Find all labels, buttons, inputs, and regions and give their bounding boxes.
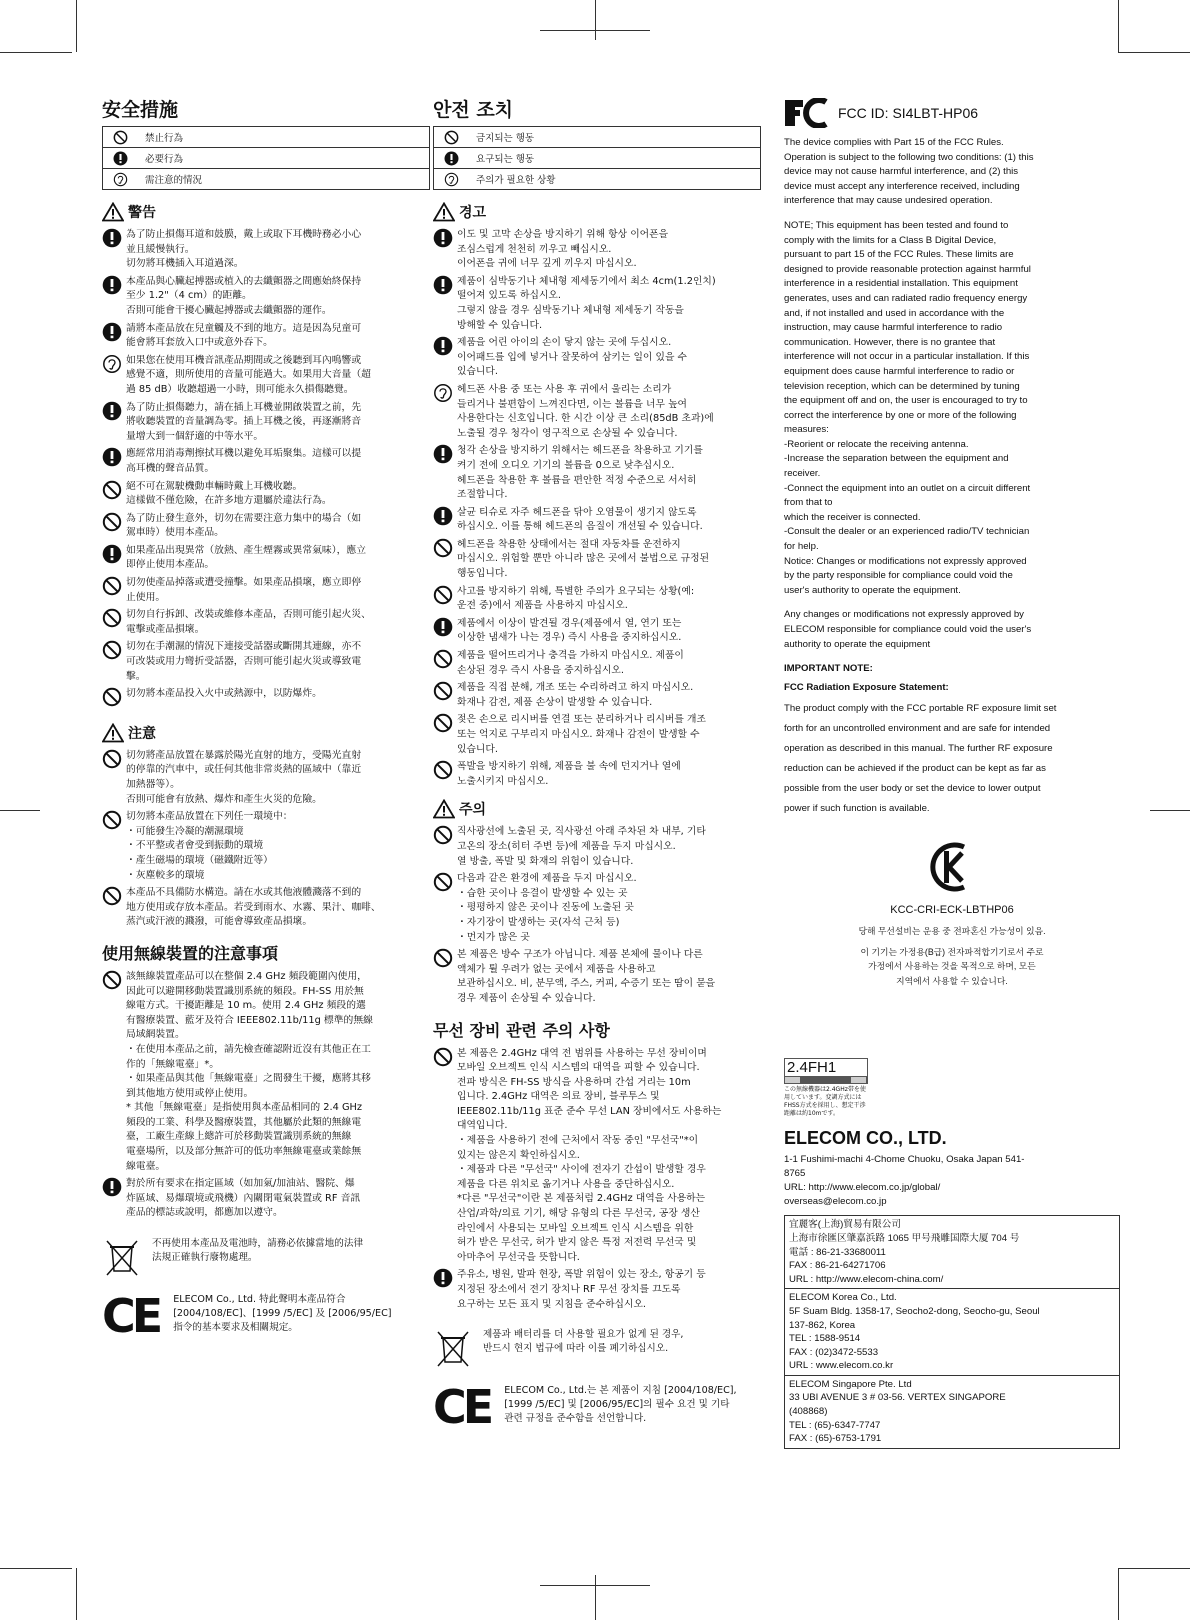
mandatory-icon [444,151,459,166]
item-icon-cell [102,886,126,912]
zh-warning-heading [102,202,430,222]
item-icon-cell [102,322,126,348]
item-text: 폭발을 방지하기 위해, 제품을 불 속에 던지거나 열에 노출시키지 마십시오. [457,761,681,787]
item-icon-cell [102,480,126,506]
list-item [102,749,430,807]
crop-mark [1118,1568,1119,1620]
prohibited-icon [102,749,122,769]
legend-icon-cell [103,130,137,145]
list-item [433,444,761,502]
item-icon-cell [102,970,126,996]
item-icon-cell [102,576,126,602]
list-item [102,687,430,713]
mandatory-icon [433,228,453,248]
prohibited-icon [102,687,122,707]
important-note: IMPORTANT NOTE: [784,663,873,675]
list-item [102,354,430,398]
list-item [102,640,430,684]
zh-warning-title: 警告 [128,205,156,221]
legend-row [434,127,760,148]
item-text: 본 제품은 방수 구조가 아닙니다. 제품 본체에 물이나 다른 액체가 튈 우려가 없는 곳에서 제품을 사용하고 보관하십시오. 비, 분무액, 주스, 커피, 수증기 또는 땀이 묻을 경우 제품이 손상될 수 있습니다. [457,949,716,1004]
legend-row [434,148,760,169]
rf-exposure-title: FCC Radiation Exposure Statement: [784,681,949,693]
fcc-compliance-text: The device complies with Part 15 of the FCC Rules. Operation is subject to the following two conditions: (1) this device may not cause harmful interference, and (2) this device must accept any interference received, including interference that may cause undesired operation. [784,137,1034,207]
item-text: 對於所有要求在指定區域（如加氣/加油站、醫院、爆 炸區域、易爆環境或飛機）內關閉電氣裝置或 RF 音訊 產品的標誌或說明，都應加以遵守。 [126,1178,361,1219]
item-text: 如果產品出現異常（放熱、產生煙霧或異常氣味），應立 即停止使用本產品。 [126,544,367,571]
prohibited-icon [102,480,122,500]
list-item [433,649,761,678]
item-icon-cell [433,383,457,409]
legend-row [103,148,429,169]
mandatory-icon [102,544,122,564]
item-text: 切勿在手潮濕的情況下連接受話器或斷開其連線，亦不 可改裝或用力彎折受話器，否則可能引起火災或導致電 擊。 [126,641,362,682]
item-icon-cell [102,687,126,713]
caution-ear-icon [444,172,459,187]
legend-icon-cell [434,151,468,166]
list-item [433,336,761,380]
item-icon-cell [433,1268,457,1294]
legend-icon-cell [434,130,468,145]
zh-ce-text: ELECOM Co., Ltd. 特此聲明本產品符合 [2004/108/EC]、[1999 /5/EC] 及 [2006/95/EC] 指令的基本要求及相關規定。 [173,1294,392,1334]
list-item [102,275,430,319]
offices-box [784,1215,1120,1449]
prohibited-icon [102,608,122,628]
list-item [102,576,430,605]
item-icon-cell [102,1177,126,1203]
item-icon-cell [102,275,126,301]
legend-icon-cell [434,172,468,187]
list-item [433,713,761,757]
item-text: 本產品不具備防水構造。請在水或其他液體濺落不到的 地方使用或存放本產品。若受到雨水、水霧、果汁、咖啡、 蒸汽或汗液的濺潑，可能會導致產品損壞。 [126,887,381,928]
item-text: 살균 티슈로 자주 헤드폰을 닦아 오염물이 생기지 않도록 하십시오. 이를 통해 헤드폰의 음질이 개선될 수 있습니다. [457,506,703,533]
item-text: 헤드폰을 착용한 상태에서는 절대 자동차를 운전하지 마십시오. 위험할 뿐만 아니라 많은 곳에서 불법으로 규정된 행동입니다. [457,538,710,580]
prohibited-icon [433,948,453,968]
item-icon-cell [433,713,457,739]
frequency-label-box [784,1058,868,1084]
legend-label: 주의가 필요한 상황 [476,175,556,186]
list-item [433,948,761,1006]
column-chinese [102,98,430,1344]
ko-ce-text: ELECOM Co., Ltd.는 본 제품이 지침 [2004/108/EC], [1999 /5/EC] 및 [2006/95/EC]의 필수 요건 및 기타 관련 규정을 준수함을 선언합니다. [504,1385,737,1425]
item-icon-cell [102,810,126,836]
list-item [102,480,430,509]
item-icon-cell [433,444,457,470]
prohibited-icon [102,576,122,596]
list-item [102,608,430,637]
prohibited-icon [102,970,122,990]
mandatory-icon [102,275,122,295]
mandatory-icon [433,336,453,356]
item-text: 제품이 심박동기나 체내형 제세동기에서 최소 4cm(1.2인치) 떨어져 있도록 하십시오. 그렇지 않을 경우 심박동기나 체내형 제세동기 작동을 방해할 수 있습니다. [457,275,716,331]
legend-row [103,127,429,148]
item-icon-cell [433,872,457,898]
crop-mark [1118,52,1190,53]
item-text: 該無線裝置產品可以在整個 2.4 GHz 頻段範圍內使用， 因此可以避開移動裝置識別系統的頻段。FH-SS 用於無 線電方式。干擾距離是 10 m。使用 2.4 GHz 頻段的選 有醫療裝置、藍牙及符合 IEEE802.11b/11g 標準的無線 局域網裝置。 ・在使用本產品之前，請先檢查確認附近沒有其他正在工 作的「無線電臺」*。 ・如果產品與其他「無線電臺」之間發生干擾，應將其移 到其他地方使用或停止使用。 * 其他「無線電臺」是指使用與本產品相同的 2.4 GHz 頻段的工業、科學及醫療裝置，其他屬於此類的無線電 臺，工廠生產線上總許可於移動裝置識別系統的無線 電臺場所，以及部分無許可的低功率無線電臺或業餘無 線電臺。 [126,970,373,1172]
zh-caution-heading [102,723,430,743]
list-item [102,228,430,272]
legend-row [434,169,760,189]
caution-triangle-icon [433,799,455,819]
zh-wireless-list [102,970,430,1221]
item-text: 제품을 직접 분해, 개조 또는 수리하려고 하지 마십시오. 화재나 감전, 제품 손상이 발생할 수 있습니다. [457,682,694,708]
crop-mark [0,810,40,811]
mandatory-icon [102,1177,122,1197]
item-icon-cell [433,1047,457,1073]
mandatory-icon [433,444,453,464]
prohibited-icon [433,872,453,892]
ko-warning-title: 경고 [459,205,487,221]
item-text: 본 제품은 2.4GHz 대역 전 범위를 사용하는 무선 장비이며 모바일 오브젝트 인식 시스템의 대역을 피할 수 있습니다. 전파 방식은 FH-SS 방식을 사용하며 간섭 거리는 10m 입니다. 2.4GHz 대역은 의료 장비, 블루투스 및 IEEE802.11b/11g 표준 준수 무선 LAN 장비에서도 사용하는 대역입니다. ・제품을 사용하기 전에 근처에서 작동 중인 "무선국"*이 있지는 않은지 확인하십시오. ・제품과 다른 "무선국" 사이에 전자기 간섭이 발생할 경우 제품을 다른 위치로 옮기거나 사용을 중단하십시오. *다른 "무선국"이란 본 제품처럼 2.4GHz 대역을 사용하는 산업/과학/의료 기기, 해당 유형의 다른 무선국, 공장 생산 라인에서 사용되는 모바일 오브젝트 인식 시스템을 위한 허가 받은 무선국, 허가 받지 않은 특정 저전력 무선국 및 아마추어 무선국을 뜻합니다. [457,1047,722,1263]
ko-disposal [433,1328,761,1368]
item-icon-cell [102,228,126,254]
kc-mark [784,839,1120,895]
item-icon-cell [433,948,457,974]
item-text: 切勿將本產品投入火中或熱源中，以防爆炸。 [126,688,322,700]
item-icon-cell [433,649,457,675]
warning-triangle-icon [102,202,124,222]
zh-title: 安全措施 [102,99,179,121]
frequency-note: この無線機器は2.4GHz帯を使用しています。変調方式にはFHSS方式を採用し、想定干渉距離は約10mです。 [784,1086,866,1118]
list-item [102,886,430,930]
zh-wireless-title: 使用無線裝置的注意事項 [102,943,279,963]
list-item [433,585,761,614]
crop-mark [0,1568,72,1569]
item-text: 切勿將產品放置在暴露於陽光直射的地方，受陽光直射 的停靠的汽車中，或任何其他非常炎熱的區域中（靠近 加熱器等）。 否則可能會有放熱、爆炸和產生火災的危險。 [126,749,362,805]
ko-caution-title: 주의 [459,802,487,819]
weee-bin-icon [102,1237,142,1277]
list-item [102,322,430,351]
crop-mark [595,0,596,40]
company-name: ELECOM CO., LTD. [784,1128,947,1149]
crop-mark [1150,810,1190,811]
mandatory-icon [113,151,128,166]
list-item [102,401,430,445]
ko-ce-declaration [433,1380,761,1435]
item-icon-cell [433,760,457,786]
fcc-changes-text: Any changes or modifications not expressly approved by ELECOM responsible for compliance could void the user's authority to operate the equipment [784,609,1032,650]
mandatory-icon [433,617,453,637]
zh-disposal [102,1237,430,1277]
item-icon-cell [433,228,457,254]
legend-row [103,169,429,189]
item-icon-cell [433,506,457,532]
item-text: 切勿使產品掉落或遭受撞擊。如果產品損壞，應立即停 止使用。 [126,577,362,603]
zh-legend [102,126,430,190]
list-item [433,506,761,535]
zh-ce-declaration [102,1289,430,1344]
crop-mark [540,30,650,31]
prohibited-icon [102,886,122,906]
mandatory-icon [102,228,122,248]
prohibited-icon [433,585,453,605]
legend-icon-cell [103,151,137,166]
zh-caution-list [102,749,430,930]
item-text: 絕不可在駕駛機動車輛時戴上耳機收聽。 這樣做不僅危險，在許多地方還屬於違法行為。 [126,480,332,507]
legend-label: 금지되는 행동 [476,133,535,144]
list-item [102,1177,430,1221]
kc-notice-1: 당해 무선설비는 운용 중 전파혼신 가능성이 있음. [858,925,1046,936]
warning-triangle-icon [433,202,455,222]
prohibited-icon [444,130,459,145]
ce-mark-icon: CE [102,1289,160,1344]
list-item [433,383,761,441]
item-icon-cell [102,447,126,473]
mandatory-icon [102,322,122,342]
fcc-logo-icon [784,98,828,128]
item-text: 為了防止損傷聽力，請在插上耳機並開啟裝置之前，先 將收聽裝置的音量調為零。插上耳機之後，再逐漸將音 量增大到一個舒適的中等水平。 [126,401,362,442]
mandatory-icon [102,401,122,421]
item-icon-cell [433,681,457,707]
list-item [102,447,430,476]
item-icon-cell [433,275,457,301]
caution-ear-icon [433,383,453,403]
crop-mark [1118,0,1119,52]
prohibited-icon [433,681,453,701]
crop-mark [76,1568,77,1620]
weee-bin-icon [433,1328,473,1368]
mandatory-icon [433,506,453,526]
crop-mark [0,52,72,53]
legend-label: 需注意的情況 [145,175,203,186]
item-text: 請將本產品放在兒童觸及不到的地方。這是因為兒童可 能會將耳套放入口中或意外吞下。 [126,322,362,349]
list-item [102,970,430,1174]
prohibited-icon [433,538,453,558]
list-item [102,810,430,883]
legend-label: 요구되는 행동 [476,154,535,165]
item-text: 직사광선에 노출된 곳, 직사광선 아래 주차된 차 내부, 기타 고온의 장소(히터 주변 등)에 제품을 두지 마십시오. 열 방출, 폭발 및 화재의 위험이 있습니다. [457,826,706,867]
item-icon-cell [433,336,457,362]
frequency-label: 2.4FH1 [787,1059,837,1077]
prohibited-icon [433,760,453,780]
list-item [433,275,761,333]
item-icon-cell [433,617,457,643]
legend-label: 必要行為 [145,154,184,165]
prohibited-icon [113,130,128,145]
crop-mark [76,0,77,52]
list-item [433,872,761,945]
company-address: 1-1 Fushimi-machi 4-Chome Chuoku, Osaka Japan 541- 8765 URL: http://www.elecom.co.jp/global/ overseas@elecom.co.jp [784,1154,1025,1208]
zh-caution-title: 注意 [128,725,156,742]
item-icon-cell [102,544,126,570]
item-icon-cell [102,401,126,427]
list-item [433,760,761,789]
prohibited-icon [433,1047,453,1067]
mandatory-icon [433,275,453,295]
column-english [784,98,1120,1449]
prohibited-icon [102,640,122,660]
kc-notice-2: 이 기기는 가정용(B급) 전자파적합기기로서 주로 가정에서 사용하는 것을 목적으로 하며, 모든 지역에서 사용할 수 있습니다. [860,946,1044,986]
list-item [433,617,761,646]
item-icon-cell [102,608,126,634]
office-korea: ELECOM Korea Co., Ltd. 5F Suam Bldg. 1358-17, Seocho2-dong, Seocho-gu, Seoul 137-862, Korea TEL : 1588-9514 FAX : (02)3472-5533 URL : www.elecom.co.kr [785,1289,1119,1376]
item-text: 切勿將本產品放置在下列任一環境中： ・可能發生冷凝的潮濕環境 ・不平整或者會受到振動的環境 ・產生磁場的環境（磁鐵附近等） ・灰塵較多的環境 [126,811,293,881]
item-text: 本產品與心臟起搏器或植入的去纖顫器之間應始終保持 至少 1.2"（4 cm）的距離。 否則可能會干擾心臟起搏器或去纖顫器的運作。 [126,275,362,316]
mandatory-icon [433,1268,453,1288]
item-text: 제품에서 이상이 발견될 경우(제품에서 열, 연기 또는 이상한 냄새가 나는 경우) 즉시 사용을 중지하십시오. [457,617,682,644]
item-text: 為了防止損傷耳道和鼓膜，戴上或取下耳機時務必小心 並且緩慢執行。 切勿將耳機插入耳道過深。 [126,229,362,270]
kc-logo-icon [924,839,980,895]
prohibited-icon [433,825,453,845]
zh-disposal-text: 不再使用本產品及電池時，請務必依據當地的法律 法規正確執行廢物處理。 [152,1238,364,1264]
ce-mark-icon: CE [433,1380,491,1435]
rf-exposure-text: The product comply with the FCC portable RF exposure limit set forth for an uncontrolled environment and are safe for intended operation as described in this manual. The further RF exposure reduction can be achieved if the product can be kept as far as possible from the user body or set the device to lower output power if such function is available. [784,703,1057,815]
item-icon-cell [102,640,126,666]
kc-code: KCC-CRI-ECK-LBTHP06 [890,904,1014,917]
ko-wireless-list [433,1047,761,1313]
item-text: 제품을 어린 아이의 손이 닿지 않는 곳에 두십시오. 이어패드를 입에 넣거나 잘못하여 삼키는 일이 있을 수 있습니다. [457,337,688,378]
item-text: 다음과 같은 환경에 제품을 두지 마십시오. ・습한 곳이나 응결이 발생할 수 있는 곳 ・평평하지 않은 곳이나 진동에 노출된 곳 ・자기장이 발생하는 곳(자석 근처 등) ・먼지가 많은 곳 [457,873,637,943]
list-item [102,512,430,541]
prohibited-icon [102,512,122,532]
item-text: 如果您在使用耳機音訊產品期間或之後聽到耳內鳴響或 感覺不適，則所使用的音量可能過大。如果用大音量（超 過 85 dB）收聽超過一小時，則可能永久損傷聽覺。 [126,354,371,395]
item-icon-cell [433,538,457,564]
item-icon-cell [102,354,126,380]
item-text: 젖은 손으로 리시버를 연결 또는 분리하거나 리시버를 개조 또는 억지로 구부리지 마십시오. 화재나 감전이 발생할 수 있습니다. [457,714,706,755]
item-text: 청각 손상을 방지하기 위해서는 헤드폰을 착용하고 기기를 켜기 전에 오디오 기기의 볼륨을 0으로 낮추십시오. 헤드폰을 착용한 후 볼륨을 편안한 적정 수준으로 서서히 조절합니다. [457,445,703,501]
mandatory-icon [102,447,122,467]
item-text: 이도 및 고막 손상을 방지하기 위해 항상 이어폰을 조심스럽게 천천히 끼우고 빼십시오. 이어폰을 귀에 너무 깊게 끼우지 마십시오. [457,229,669,270]
fcc-note-text: NOTE; This equipment has been tested and found to comply with the limits for a Class B Digital Device, pursuant to part 15 of the FCC Rules. These limits are designed to provide reasonable protection against harmful interference in a residential installation. This equipment generates, uses and can radiated radio frequency energy and, if not installed and used in accordance with the instruction, may cause harmful interference to radio communication. However, there is no grantee that interference will not occur in a particular installation. If this equipment does cause harmful interference to radio or television reception, which can be determined by tuning the equipment off and on, the user is encouraged to try to correct the interference by one or more of the following measures: -Reorient or relocate the receiving antenna. -Increase the separation between the equipment and receiver. -Connect the equipment into an outlet on a circuit different from that to which the receiver is connected. -Consult the dealer or an experienced radio/TV technician for help. Notice: Changes or modifications not expressly approved by the party responsible for compliance could void the user's authority to operate the equipment. [784,219,1031,596]
item-icon-cell [433,585,457,611]
list-item [433,1268,761,1312]
item-text: 應經常用消毒劑擦拭耳機以避免耳垢聚集。這樣可以提 高耳機的聲音品質。 [126,448,362,474]
list-item [433,538,761,582]
fcc-header [784,98,1120,128]
caution-triangle-icon [102,723,124,743]
item-text: 切勿自行拆卸、改裝或維修本產品，否則可能引起火災、 電擊或產品損壞。 [126,609,371,635]
ko-warning-list [433,228,761,789]
item-text: 주유소, 병원, 발파 현장, 폭발 위험이 있는 장소, 항공기 등 지정된 장소에서 전기 장치나 RF 무선 장치를 끄도록 요구하는 모든 표지 및 지침을 준수하십시오. [457,1269,706,1310]
legend-label: 禁止行為 [145,133,184,144]
list-item [433,228,761,272]
legend-icon-cell [103,172,137,187]
ko-title: 안전 조치 [433,99,514,121]
item-text: 헤드폰 사용 중 또는 사용 후 귀에서 울리는 소리가 들리거나 불편함이 느껴진다면, 이는 볼륨을 너무 높여 사용한다는 신호입니다. 한 시간 이상 큰 소리(85dB 초과)에 노출될 경우 청각이 영구적으로 손상될 수 있습니다. [457,383,714,439]
fcc-id: FCC ID: SI4LBT-HP06 [838,105,979,121]
item-text: 제품을 떨어뜨리거나 충격을 가하지 마십시오. 제품이 손상된 경우 즉시 사용을 중지하십시오. [457,650,684,676]
item-icon-cell [102,512,126,538]
ko-disposal-text: 제품과 배터리를 더 사용할 필요가 없게 된 경우, 반드시 현지 법규에 따라 이를 폐기하십시오. [483,1329,684,1355]
caution-ear-icon [113,172,128,187]
crop-mark [595,1575,596,1620]
ko-caution-list [433,825,761,1006]
prohibited-icon [433,713,453,733]
ko-warning-heading [433,202,761,222]
zh-warning-list [102,228,430,713]
item-icon-cell [102,749,126,775]
column-korean [433,98,761,1435]
list-item [433,681,761,710]
item-text: 사고를 방지하기 위해, 특별한 주의가 요구되는 상황(예: 운전 중)에서 제품을 사용하지 마십시오. [457,585,695,612]
prohibited-icon [433,649,453,669]
list-item [433,1047,761,1266]
ko-wireless-title: 무선 장비 관련 주의 사항 [433,1020,610,1040]
item-icon-cell [433,825,457,851]
item-text: 為了防止發生意外，切勿在需要注意力集中的場合（如 駕車時）使用本產品。 [126,512,362,539]
crop-mark [1118,1568,1190,1569]
prohibited-icon [102,810,122,830]
list-item [433,825,761,869]
frequency-bar [785,1076,867,1083]
list-item [102,544,430,573]
office-singapore: ELECOM Singapore Pte. Ltd 33 UBI AVENUE 3 # 03-56. VERTEX SINGAPORE (408868) TEL : (65)-6347-7747 FAX : (65)-6753-1791 [789,1378,1006,1445]
ko-caution-heading [433,799,761,819]
office-china: 宜麗客(上海)貿易有限公司 上海市徐匯区肇嘉浜路 1065 甲号飛雕国際大厦 704 号 電話 : 86-21-33680011 FAX : 86-21-64271706 URL : http://www.elecom-china.com/ [785,1216,1119,1289]
caution-ear-icon [102,354,122,374]
ko-legend [433,126,761,190]
